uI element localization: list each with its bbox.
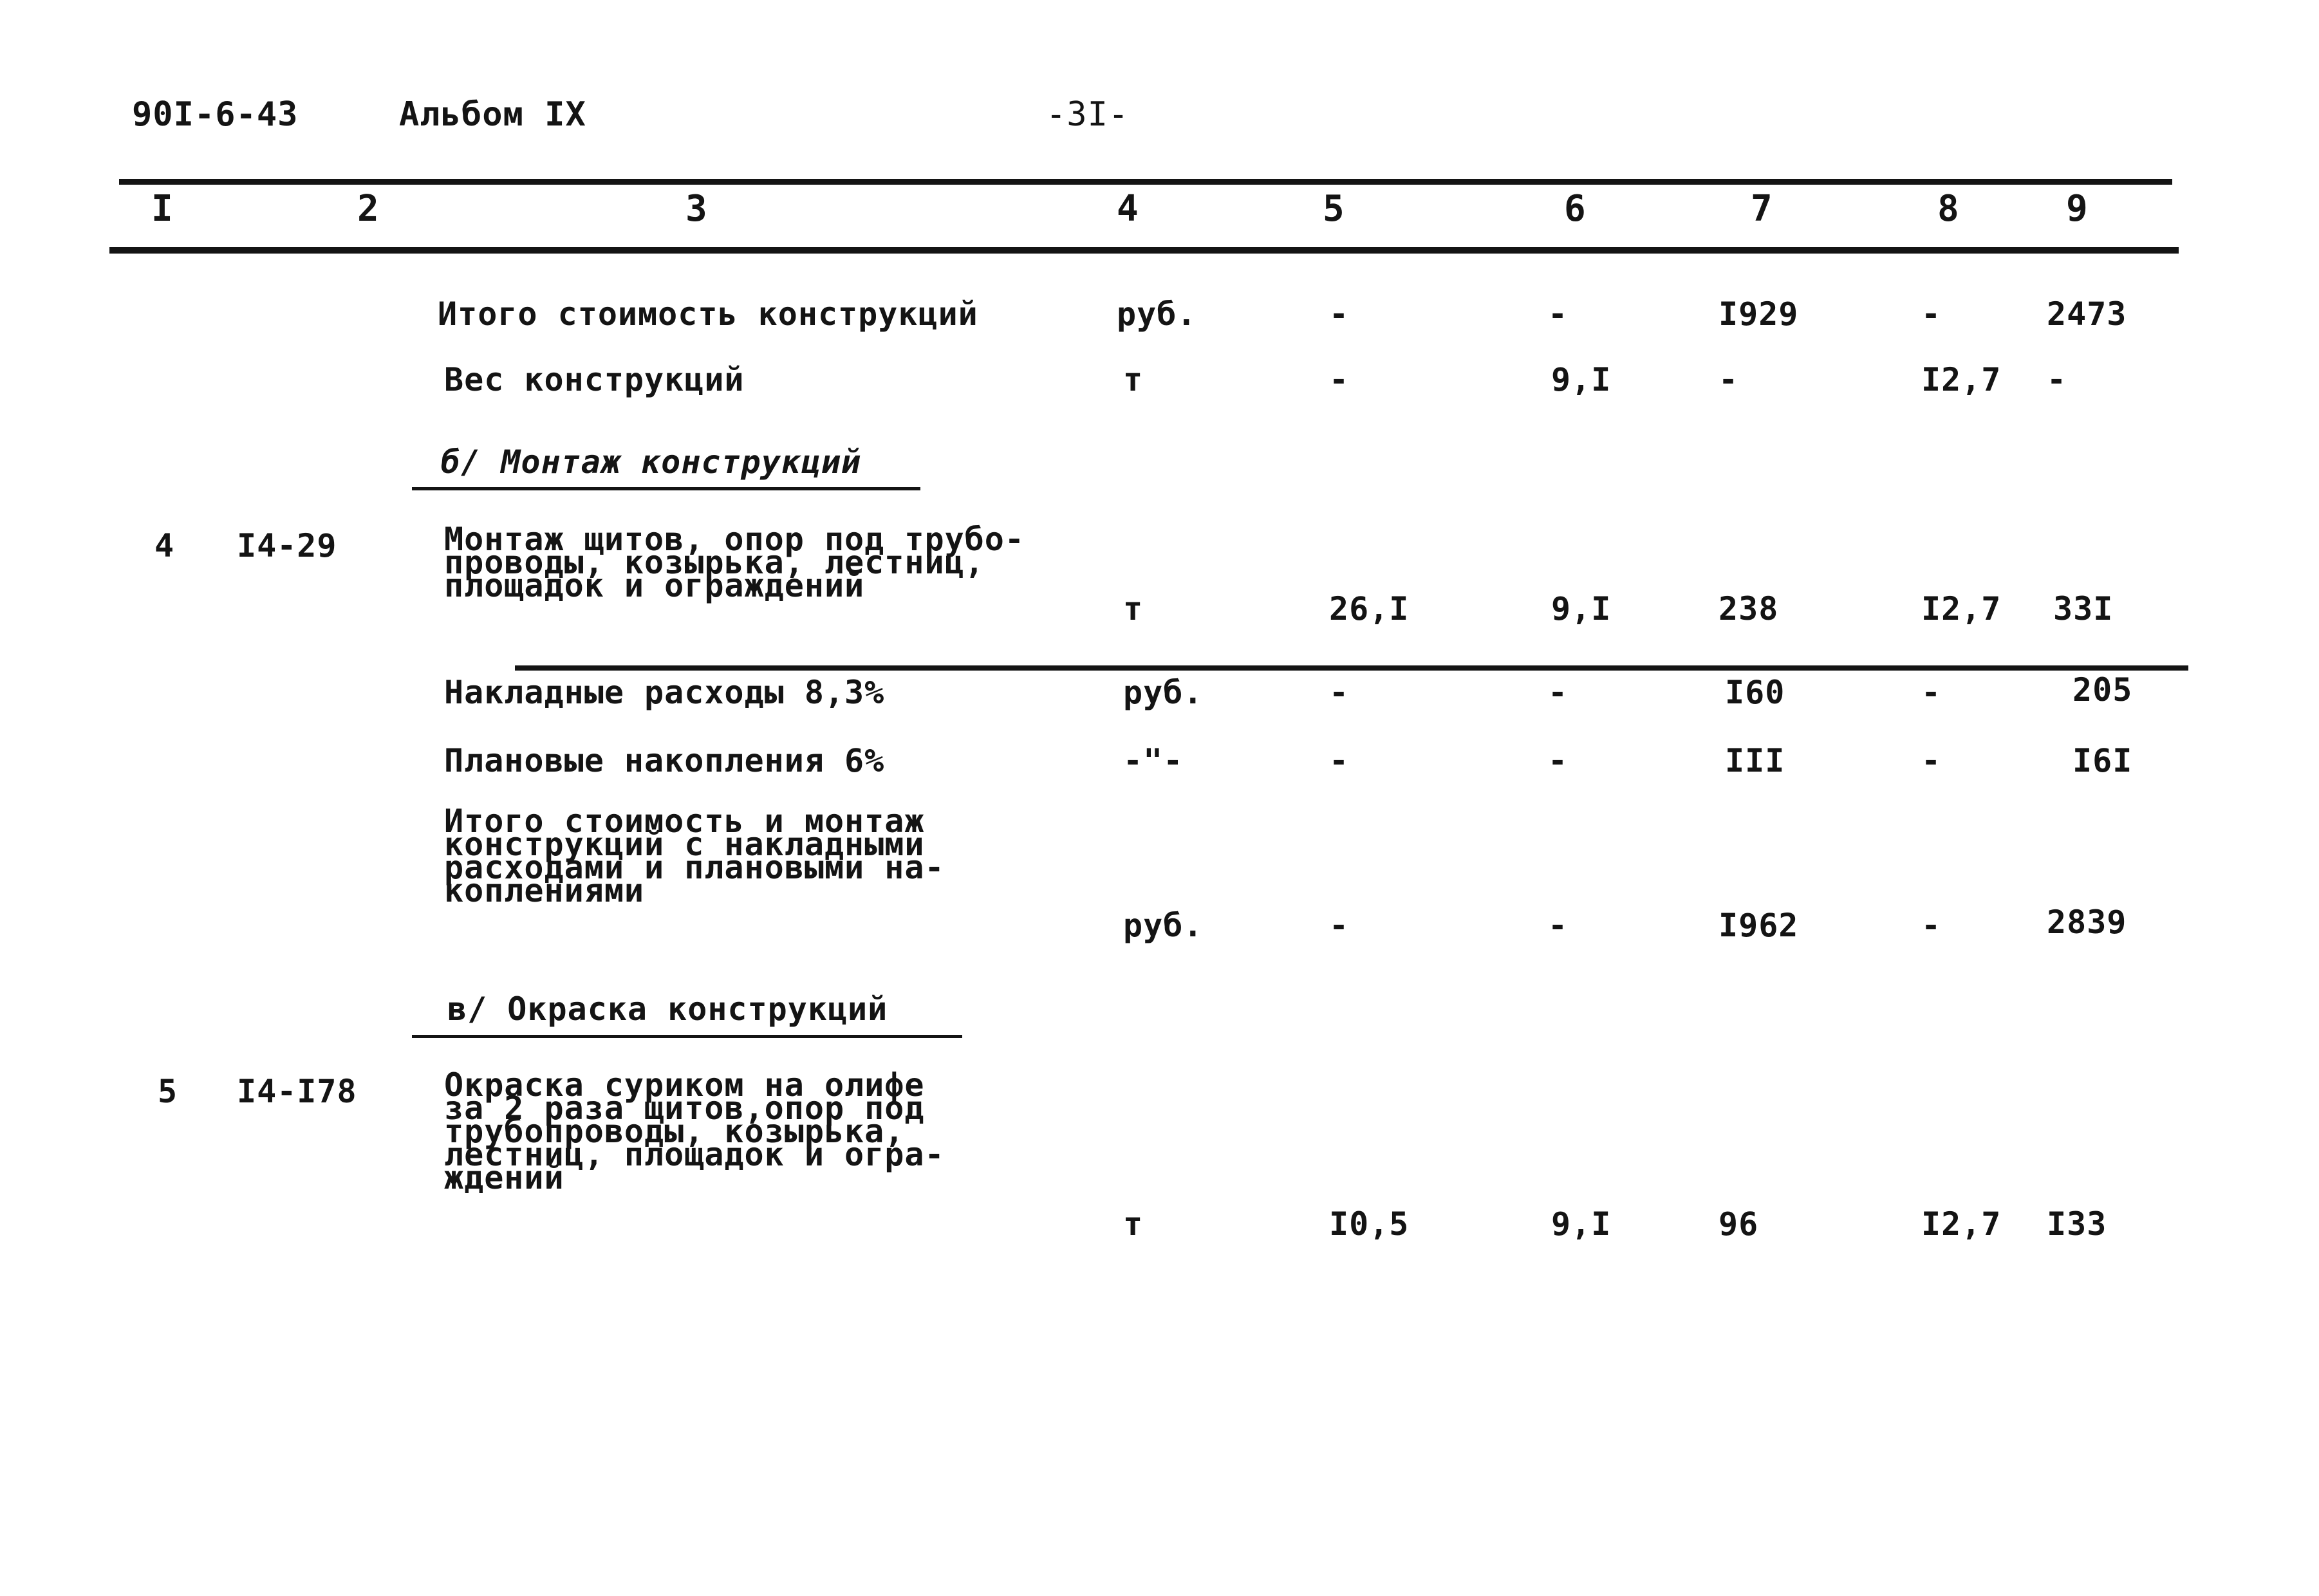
row-3-col7: 238: [1718, 590, 1779, 627]
page-number: -3I-: [1046, 95, 1130, 134]
column-header-4: 4: [1117, 188, 1139, 230]
column-header-7: 7: [1751, 188, 1773, 230]
row-4-col6: -: [1548, 674, 1569, 711]
table-top-rule: [119, 179, 2172, 185]
row-8-name: Окраска суриком на олифе за 2 раза щитов,опор под трубопроводы, козырька, лестниц, площадок и огра- ждений: [444, 1066, 945, 1196]
row-1-col9: -: [2047, 361, 2067, 398]
row-6-col7: I962: [1718, 907, 1799, 944]
row-8-col5: I0,5: [1329, 1205, 1410, 1243]
row-3-col8: I2,7: [1921, 590, 2002, 627]
section-heading-installation: б/ Монтаж конструкций: [441, 443, 862, 481]
row-8-col8: I2,7: [1921, 1205, 2002, 1243]
row-5-col7: III: [1725, 742, 1785, 779]
row-3-unit: т: [1123, 590, 1144, 627]
section-underline-painting: [412, 1035, 962, 1038]
section-underline-installation: [412, 487, 920, 490]
row-3-code: I4-29: [237, 527, 337, 564]
row-4-col8: -: [1921, 674, 1942, 711]
row-4-col7: I60: [1725, 674, 1785, 711]
row-4-unit: руб.: [1123, 674, 1204, 711]
column-header-2: 2: [357, 188, 380, 230]
row-4-name: Накладные расходы 8,3%: [444, 674, 885, 711]
row-3-col5: 26,I: [1329, 590, 1410, 627]
row-1-col6: 9,I: [1551, 361, 1612, 398]
row-5-name: Плановые накопления 6%: [444, 742, 885, 779]
column-header-5: 5: [1323, 188, 1345, 230]
row-8-col7: 96: [1718, 1205, 1759, 1243]
section-heading-painting: в/ Окраска конструкций: [447, 990, 888, 1028]
table-header-bottom-rule: [109, 247, 2179, 254]
row-4-col9: 205: [2072, 671, 2133, 709]
document-code: 90I-6-43: [132, 95, 299, 134]
row-5-col9: I6I: [2072, 742, 2133, 779]
row-8-code: I4-I78: [237, 1073, 357, 1110]
row-5-col5: -: [1329, 742, 1350, 779]
row-5-col8: -: [1921, 742, 1942, 779]
row-6-name: Итого стоимость и монтаж конструкций с накладными расходами и плановыми на- коплениями: [444, 803, 945, 909]
row-6-col8: -: [1921, 907, 1942, 944]
row-3-index: 4: [154, 527, 175, 564]
row-0-col9: 2473: [2047, 295, 2127, 333]
row-8-unit: т: [1123, 1205, 1144, 1243]
column-header-9: 9: [2066, 188, 2089, 230]
row-0-col5: -: [1329, 295, 1350, 333]
row-6-col9: 2839: [2047, 904, 2127, 941]
column-header-3: 3: [685, 188, 708, 230]
row-6-col6: -: [1548, 907, 1569, 944]
row-6-unit: руб.: [1123, 907, 1204, 944]
column-header-6: 6: [1564, 188, 1587, 230]
row-8-index: 5: [158, 1073, 178, 1110]
row-1-unit: т: [1123, 361, 1144, 398]
row-0-col8: -: [1921, 295, 1942, 333]
row-1-name: Вес конструкций: [444, 361, 745, 398]
row-0-unit: руб.: [1117, 295, 1197, 333]
row-3-col9: 33I: [2053, 590, 2114, 627]
row-1-col8: I2,7: [1921, 361, 2002, 398]
subtotal-rule: [515, 665, 2188, 671]
row-0-col6: -: [1548, 295, 1569, 333]
row-5-unit: -"-: [1123, 742, 1184, 779]
row-4-col5: -: [1329, 674, 1350, 711]
row-8-col9: I33: [2047, 1205, 2107, 1243]
row-3-col6: 9,I: [1551, 590, 1612, 627]
column-header-8: 8: [1937, 188, 1960, 230]
row-8-col6: 9,I: [1551, 1205, 1612, 1243]
row-1-col7: -: [1718, 361, 1739, 398]
row-5-col6: -: [1548, 742, 1569, 779]
row-0-name: Итого стоимость конструкций: [438, 295, 978, 333]
row-1-col5: -: [1329, 361, 1350, 398]
column-header-1: I: [151, 188, 174, 230]
row-3-name: Монтаж щитов, опор под трубо- проводы, козырька, лестниц, площадок и ограждений: [444, 521, 1025, 604]
row-6-col5: -: [1329, 907, 1350, 944]
album-label: Альбом IX: [399, 95, 586, 134]
row-0-col7: I929: [1718, 295, 1799, 333]
